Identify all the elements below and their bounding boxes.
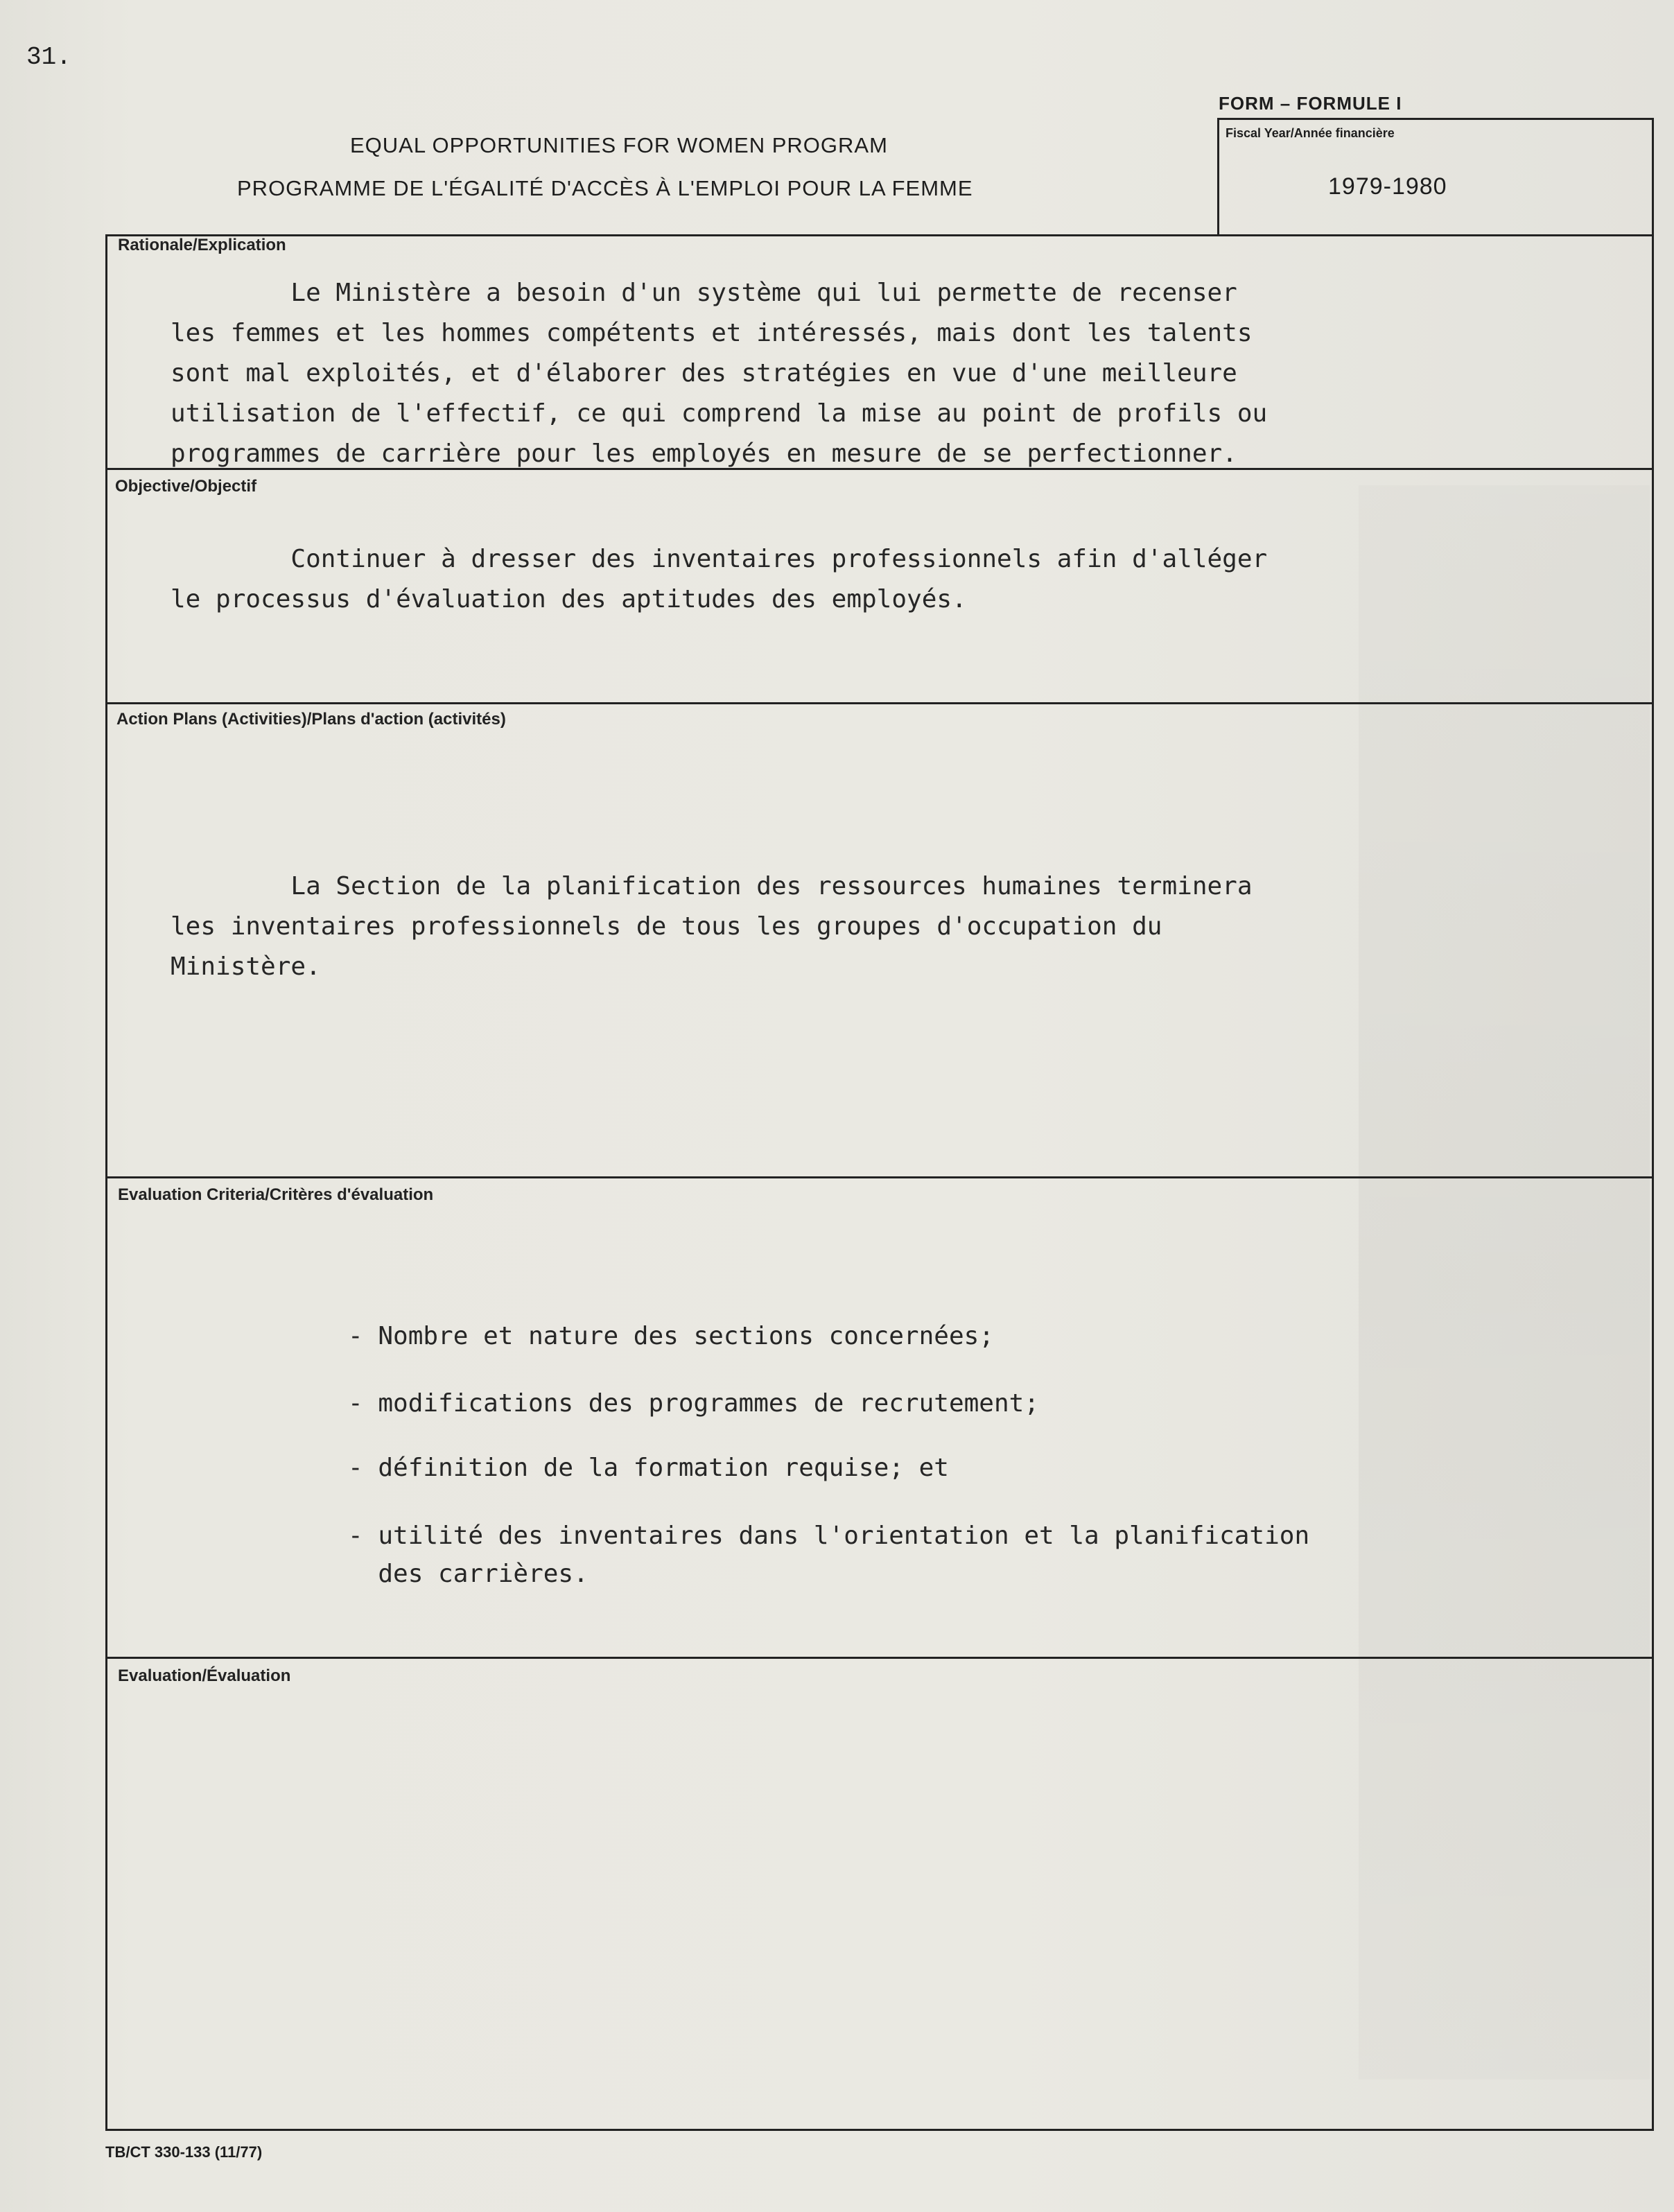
form-frame [105,234,1654,2131]
divider-action-plans [105,702,1654,704]
program-title-en: EQUAL OPPORTUNITIES FOR WOMEN PROGRAM [350,133,888,157]
criteria-item: - définition de la formation requise; et [348,1454,949,1482]
program-title-fr: PROGRAMME DE L'ÉGALITÉ D'ACCÈS À L'EMPLOI POUR LA FEMME [237,176,973,200]
objective-text: Continuer à dresser des inventaires professionnels afin d'alléger le processus d'évaluation des aptitudes des employés. [171,545,1268,613]
form-code: TB/CT 330-133 (11/77) [105,2143,263,2161]
evaluation-label: Evaluation/Évaluation [118,1666,291,1685]
objective-label: Objective/Objectif [115,477,257,496]
rationale-text: Le Ministère a besoin d'un système qui lui permette de recenser les femmes et les hommes compétents et intéressés, mais dont les talents sont mal exploités, et d'élaborer des stratégies en vue d'une meilleure utilisation de l'effectif, ce qui comprend la mise au point de profils ou programmes de carrière pour les employés en mesure de se perfectionner. [171,279,1268,468]
rationale-label: Rationale/Explication [118,236,286,254]
page-number: 31. [26,43,71,71]
fiscal-year-value: 1979-1980 [1328,173,1447,200]
fiscal-year-label: Fiscal Year/Année financière [1226,126,1395,140]
divider-evaluation [105,1657,1654,1659]
divider-evaluation-criteria [105,1176,1654,1178]
action-plans-text: La Section de la planification des ressources humaines terminera les inventaires professionnels de tous les groupes d'occupation du Ministère. [171,872,1253,981]
criteria-item: - utilité des inventaires dans l'orientation et la planification des carrières. [348,1522,1310,1588]
action-plans-label: Action Plans (Activities)/Plans d'action (activités) [116,710,506,729]
criteria-item: - modifications des programmes de recrutement; [348,1389,1039,1418]
evaluation-criteria-label: Evaluation Criteria/Critères d'évaluation [118,1185,434,1204]
form-label: FORM – FORMULE I [1219,93,1402,114]
criteria-item: - Nombre et nature des sections concernées; [348,1322,994,1350]
